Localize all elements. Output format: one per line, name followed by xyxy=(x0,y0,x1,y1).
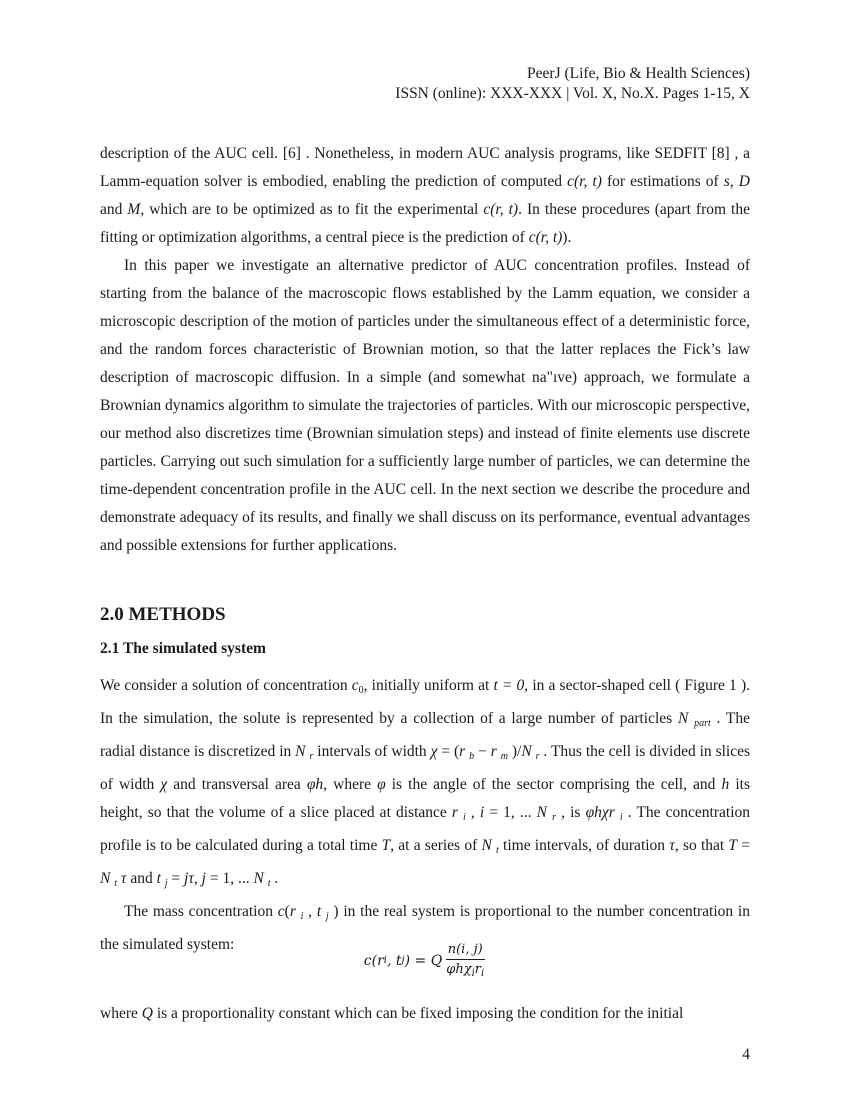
section-heading-methods: 2.0 METHODS xyxy=(100,604,226,625)
methods-paragraph-3-wrapper xyxy=(100,1000,750,1028)
methods-paragraph-3: where Q is a proportionality constant which can be fixed imposing the condition for the initial xyxy=(100,1005,684,1022)
intro-paragraph-2: In this paper we investigate an alternative predictor of AUC concentration profiles. Instead of starting from the balance of the macroscopic flows established by the Lamm equation, we consider a microscopic description of the motion of particles under the simultaneous effect of a deterministic force, and the random forces characteristic of Brownian motion, so that the latter replaces the Fick’s law description of macroscopic diffusion. In a simple (and somewhat na"ıve) approach, we formulate a Brownian dynamics algorithm to simulate the trajectories of particles. With our microscopic perspective, our method also discretizes time (Brownian simulation steps) and instead of finite elements use discrete particles. Carrying out such simulation for a sufficiently large number of particles, we can determine the time-dependent concentration profile in the AUC cell. In the next section we describe the procedure and demonstrate adequacy of its results, and finally we shall discuss on its performance, eventual advantages and possible extensions for further applications. xyxy=(100,257,750,554)
subsection-heading-simulated-system: 2.1 The simulated system xyxy=(100,640,266,657)
running-header xyxy=(395,64,750,104)
equation-fraction xyxy=(444,942,486,979)
page-number: 4 xyxy=(742,1046,750,1063)
equation-numerator: n(i, j) xyxy=(446,942,485,960)
issn-line: ISSN (online): XXX-XXX | Vol. X, No.X. Pages 1-15, X xyxy=(395,85,750,102)
page-body xyxy=(100,140,751,1022)
intro-paragraph-1: description of the AUC cell. [6] . Nonetheless, in modern AUC analysis programs, like SEDFIT [8] , a Lamm-equation solver is embodied, enabling the prediction of computed c(r, t) for estimations of s, D and M, which are to be optimized as to fit the experimental c(r, t). In these procedures (apart from the fitting or optimization algorithms, a central piece is the prediction of c(r, t)). xyxy=(100,145,750,246)
methods-paragraph-1: We consider a solution of concentration c0, initially uniform at t = 0, in a sector-shaped cell ( Figure 1 ). In the simulation, the solute is represented by a collection of a large number of particles N $_{part}$ . The radial distance is discretized in N $_r$ intervals of width χ = (r $_b$ − r $_m$ )/N $_r$ . Thus the cell is divided in slices of width χ and transversal area φh, where φ is the angle of the sector comprising the cell, and h its height, so that the volume of a slice placed at distance r $_i$ , i = 1, ... N $_r$ , is φhχr $_i$ . The concentration profile is to be calculated during a total time T, at a series of N $_t$ time intervals, of duration τ, so that T = N $_t$ τ and t $_j$ = jτ, j = 1, ... N $_t$ . xyxy=(100,677,751,889)
concentration-equation: c(r i , t j ) = Q $\frac{n(i, j)}{\varphi h\chi_ir_i}$ xyxy=(363,942,485,979)
methods-paragraph-2: The mass concentration c(r $_i$ , t $_j$ ) in the real system is proportional to the number concentration in the simulated system: xyxy=(100,903,750,953)
journal-name: PeerJ (Life, Bio & Health Sciences) xyxy=(527,65,750,82)
equation-denominator: $\varphi h\chi_ir_i$ xyxy=(446,962,485,979)
methods-text xyxy=(100,672,750,959)
